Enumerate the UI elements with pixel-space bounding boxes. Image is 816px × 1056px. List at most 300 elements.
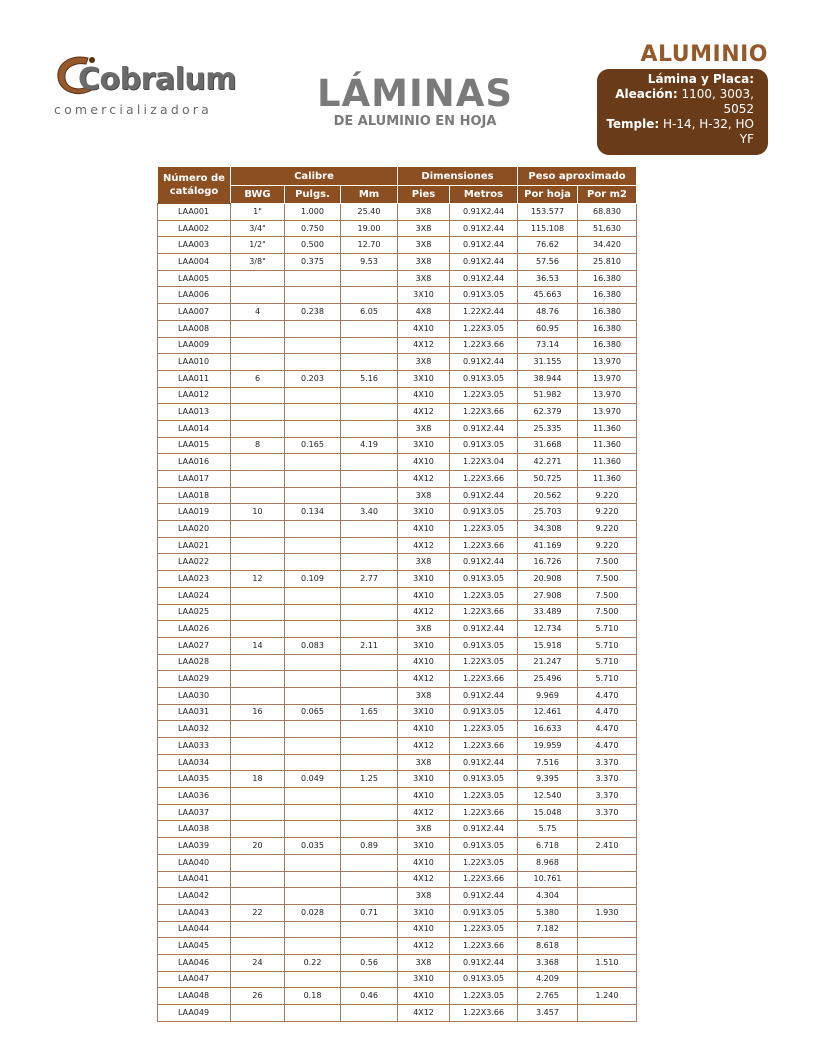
cell-pulgs: 0.134 (285, 504, 341, 521)
cell-pies: 4X10 (398, 854, 450, 871)
cell-pulgs: 0.500 (285, 237, 341, 254)
cell-pies: 3X8 (398, 354, 450, 371)
cell-catalog: LAA034 (158, 754, 231, 771)
cell-metros: 0.91X2.44 (450, 821, 518, 838)
cell-por-m2: 4.470 (578, 721, 637, 738)
table-row (158, 287, 637, 304)
header-mm: Mm (341, 186, 398, 204)
cell-catalog: LAA011 (158, 370, 231, 387)
cell-mm (341, 521, 398, 538)
cell-catalog: LAA008 (158, 320, 231, 337)
cell-bwg (231, 738, 285, 755)
header-pulgs: Pulgs. (285, 186, 341, 204)
cell-por-hoja: 2.765 (518, 988, 578, 1005)
cell-pulgs: 0.165 (285, 437, 341, 454)
table-row (158, 621, 637, 638)
cell-bwg (231, 854, 285, 871)
cell-catalog: LAA043 (158, 904, 231, 921)
cell-pulgs (285, 287, 341, 304)
cell-pies: 3X10 (398, 287, 450, 304)
logo-subtitle: comercializadora (54, 102, 213, 117)
table-row (158, 637, 637, 654)
cell-bwg (231, 521, 285, 538)
cell-mm (341, 621, 398, 638)
table-row (158, 854, 637, 871)
cell-metros: 0.91X2.44 (450, 420, 518, 437)
cell-bwg: 16 (231, 704, 285, 721)
cell-bwg: 3/4" (231, 220, 285, 237)
cell-pulgs: 0.238 (285, 304, 341, 321)
cell-mm: 1.65 (341, 704, 398, 721)
table-row (158, 487, 637, 504)
cell-mm (341, 554, 398, 571)
table-row (158, 1005, 637, 1022)
cell-mm (341, 320, 398, 337)
page-subtitle: DE ALUMINIO EN HOJA (333, 114, 497, 129)
cell-mm (341, 788, 398, 805)
cell-por-hoja: 31.668 (518, 437, 578, 454)
cell-mm (341, 471, 398, 488)
cell-metros: 0.91X3.05 (450, 904, 518, 921)
cell-pulgs (285, 420, 341, 437)
cell-pies: 3X8 (398, 754, 450, 771)
cell-bwg (231, 921, 285, 938)
table-row (158, 270, 637, 287)
table-row (158, 420, 637, 437)
cell-pies: 4X10 (398, 988, 450, 1005)
table-row (158, 370, 637, 387)
cell-pulgs (285, 320, 341, 337)
table-row (158, 738, 637, 755)
table-row (158, 904, 637, 921)
cell-metros: 0.91X3.05 (450, 437, 518, 454)
cell-mm: 19.00 (341, 220, 398, 237)
cell-pies: 3X10 (398, 571, 450, 588)
cell-pulgs (285, 337, 341, 354)
cell-pulgs (285, 721, 341, 738)
cell-bwg (231, 721, 285, 738)
cell-bwg (231, 871, 285, 888)
cell-pies: 4X12 (398, 1005, 450, 1022)
cell-metros: 0.91X2.44 (450, 237, 518, 254)
cell-catalog: LAA005 (158, 270, 231, 287)
cell-bwg: 8 (231, 437, 285, 454)
cell-por-m2: 2.410 (578, 838, 637, 855)
cell-bwg (231, 938, 285, 955)
cell-catalog: LAA023 (158, 571, 231, 588)
logo-wordmark: Cobralum (78, 62, 237, 97)
cell-por-m2: 7.500 (578, 587, 637, 604)
cell-por-m2 (578, 854, 637, 871)
cell-metros: 0.91X3.05 (450, 771, 518, 788)
cell-por-hoja: 60.95 (518, 320, 578, 337)
cell-mm (341, 721, 398, 738)
cell-bwg: 6 (231, 370, 285, 387)
cell-por-hoja: 5.380 (518, 904, 578, 921)
table-row (158, 571, 637, 588)
cell-bwg (231, 404, 285, 421)
cell-por-hoja: 38.944 (518, 370, 578, 387)
cell-metros: 1.22X3.04 (450, 454, 518, 471)
cell-por-hoja: 7.516 (518, 754, 578, 771)
cell-pies: 4X12 (398, 671, 450, 688)
cell-bwg (231, 554, 285, 571)
cell-mm: 12.70 (341, 237, 398, 254)
cell-por-hoja: 31.155 (518, 354, 578, 371)
header-pies: Pies (398, 186, 450, 204)
cell-catalog: LAA021 (158, 537, 231, 554)
cell-catalog: LAA020 (158, 521, 231, 538)
table-row (158, 938, 637, 955)
cell-por-hoja: 8.968 (518, 854, 578, 871)
cell-por-m2: 16.380 (578, 287, 637, 304)
cell-bwg (231, 821, 285, 838)
cell-por-hoja: 115.108 (518, 220, 578, 237)
cell-metros: 1.22X3.05 (450, 988, 518, 1005)
cell-bwg (231, 687, 285, 704)
cell-por-hoja: 25.335 (518, 420, 578, 437)
cell-catalog: LAA040 (158, 854, 231, 871)
cell-por-hoja: 9.395 (518, 771, 578, 788)
cell-por-hoja: 57.56 (518, 254, 578, 271)
cell-pies: 4X10 (398, 921, 450, 938)
cell-por-m2: 1.240 (578, 988, 637, 1005)
table-row (158, 471, 637, 488)
cell-bwg: 4 (231, 304, 285, 321)
table-row (158, 204, 637, 221)
cell-por-hoja: 42.271 (518, 454, 578, 471)
cell-bwg (231, 320, 285, 337)
cell-pulgs (285, 1005, 341, 1022)
cell-mm (341, 270, 398, 287)
table-row (158, 404, 637, 421)
cell-bwg (231, 604, 285, 621)
table-row (158, 754, 637, 771)
cell-mm: 1.25 (341, 771, 398, 788)
cell-bwg: 14 (231, 637, 285, 654)
cell-pies: 4X10 (398, 654, 450, 671)
cell-metros: 0.91X2.44 (450, 687, 518, 704)
cell-por-m2: 9.220 (578, 504, 637, 521)
cell-por-m2: 16.380 (578, 270, 637, 287)
cell-metros: 0.91X2.44 (450, 954, 518, 971)
cell-pies: 3X8 (398, 888, 450, 905)
cell-catalog: LAA047 (158, 971, 231, 988)
header-calibre: Calibre (231, 167, 398, 186)
table-row (158, 354, 637, 371)
cell-mm (341, 888, 398, 905)
cell-metros: 1.22X3.66 (450, 404, 518, 421)
cell-por-hoja: 10.761 (518, 871, 578, 888)
cell-pulgs: 0.049 (285, 771, 341, 788)
cell-bwg: 1" (231, 204, 285, 221)
table-row (158, 454, 637, 471)
cell-catalog: LAA015 (158, 437, 231, 454)
cell-por-m2: 1.510 (578, 954, 637, 971)
cell-pulgs (285, 938, 341, 955)
cell-mm (341, 971, 398, 988)
table-row (158, 337, 637, 354)
cell-catalog: LAA041 (158, 871, 231, 888)
cell-metros: 1.22X3.66 (450, 337, 518, 354)
cell-pulgs (285, 471, 341, 488)
cell-por-hoja: 45.663 (518, 287, 578, 304)
cell-por-hoja: 36.53 (518, 270, 578, 287)
cell-mm: 5.16 (341, 370, 398, 387)
cell-bwg (231, 387, 285, 404)
cell-pies: 4X12 (398, 471, 450, 488)
cell-catalog: LAA042 (158, 888, 231, 905)
table-body (158, 204, 637, 1022)
cell-metros: 1.22X3.66 (450, 938, 518, 955)
cell-mm: 6.05 (341, 304, 398, 321)
cell-mm (341, 871, 398, 888)
cell-bwg (231, 804, 285, 821)
cell-catalog: LAA025 (158, 604, 231, 621)
cell-catalog: LAA033 (158, 738, 231, 755)
cell-mm (341, 404, 398, 421)
cell-por-m2 (578, 971, 637, 988)
cell-bwg: 24 (231, 954, 285, 971)
cell-pulgs (285, 804, 341, 821)
cell-por-hoja: 8.618 (518, 938, 578, 955)
cell-catalog: LAA024 (158, 587, 231, 604)
cell-por-hoja: 51.982 (518, 387, 578, 404)
cell-pulgs (285, 521, 341, 538)
cell-mm: 0.89 (341, 838, 398, 855)
cell-por-hoja: 12.461 (518, 704, 578, 721)
cell-bwg (231, 337, 285, 354)
cell-catalog: LAA028 (158, 654, 231, 671)
cell-catalog: LAA016 (158, 454, 231, 471)
header-por-m2: Por m2 (578, 186, 637, 204)
cell-catalog: LAA048 (158, 988, 231, 1005)
cell-por-hoja: 15.048 (518, 804, 578, 821)
cell-por-m2: 9.220 (578, 537, 637, 554)
cell-pulgs (285, 888, 341, 905)
cell-pulgs: 0.203 (285, 370, 341, 387)
cell-por-hoja: 48.76 (518, 304, 578, 321)
cell-mm: 2.11 (341, 637, 398, 654)
cell-catalog: LAA049 (158, 1005, 231, 1022)
cell-metros: 1.22X3.66 (450, 738, 518, 755)
cell-por-hoja: 19.959 (518, 738, 578, 755)
cell-pies: 4X12 (398, 337, 450, 354)
temper-label: Temple: (606, 117, 660, 131)
cell-mm: 0.56 (341, 954, 398, 971)
cell-por-m2: 25.810 (578, 254, 637, 271)
cell-por-m2: 9.220 (578, 487, 637, 504)
cell-pies: 3X8 (398, 821, 450, 838)
table-row (158, 387, 637, 404)
cell-catalog: LAA045 (158, 938, 231, 955)
cell-mm (341, 454, 398, 471)
page-title: LÁMINAS (316, 72, 514, 115)
cell-metros: 0.91X3.05 (450, 571, 518, 588)
cell-por-m2: 3.370 (578, 754, 637, 771)
cell-por-hoja: 20.908 (518, 571, 578, 588)
cell-mm: 2.77 (341, 571, 398, 588)
table-row (158, 871, 637, 888)
cell-por-m2: 11.360 (578, 471, 637, 488)
cell-por-m2: 16.380 (578, 320, 637, 337)
cell-metros: 0.91X3.05 (450, 504, 518, 521)
cell-pulgs (285, 854, 341, 871)
cell-pies: 4X10 (398, 788, 450, 805)
cell-pies: 4X10 (398, 521, 450, 538)
cell-por-m2: 13.970 (578, 354, 637, 371)
cell-pies: 3X8 (398, 270, 450, 287)
cell-bwg (231, 654, 285, 671)
table-row (158, 671, 637, 688)
header-bwg: BWG (231, 186, 285, 204)
cell-metros: 1.22X3.05 (450, 521, 518, 538)
cell-por-m2 (578, 921, 637, 938)
cell-por-m2: 7.500 (578, 554, 637, 571)
cell-catalog: LAA046 (158, 954, 231, 971)
cell-pulgs: 0.18 (285, 988, 341, 1005)
cell-por-m2: 16.380 (578, 304, 637, 321)
cell-por-hoja: 41.169 (518, 537, 578, 554)
cell-mm (341, 587, 398, 604)
cell-por-hoja: 33.489 (518, 604, 578, 621)
cell-bwg: 3/8" (231, 254, 285, 271)
cell-bwg (231, 888, 285, 905)
cell-por-m2: 5.710 (578, 621, 637, 638)
cell-metros: 1.22X3.66 (450, 671, 518, 688)
cell-catalog: LAA036 (158, 788, 231, 805)
cell-por-hoja: 12.734 (518, 621, 578, 638)
cell-bwg: 26 (231, 988, 285, 1005)
cell-pies: 3X8 (398, 237, 450, 254)
cell-mm: 25.40 (341, 204, 398, 221)
cell-pies: 4X10 (398, 320, 450, 337)
cell-por-m2: 5.710 (578, 671, 637, 688)
cell-mm (341, 671, 398, 688)
cell-mm (341, 804, 398, 821)
cell-pies: 3X8 (398, 621, 450, 638)
cell-por-hoja: 153.577 (518, 204, 578, 221)
cell-metros: 0.91X2.44 (450, 204, 518, 221)
cell-pies: 3X10 (398, 637, 450, 654)
cell-metros: 1.22X3.05 (450, 654, 518, 671)
cell-catalog: LAA006 (158, 287, 231, 304)
cell-por-hoja: 12.540 (518, 788, 578, 805)
cell-pies: 3X10 (398, 704, 450, 721)
cell-metros: 1.22X3.05 (450, 854, 518, 871)
cell-pies: 3X8 (398, 687, 450, 704)
cell-catalog: LAA032 (158, 721, 231, 738)
cell-bwg: 22 (231, 904, 285, 921)
cell-pies: 3X10 (398, 370, 450, 387)
table-row (158, 704, 637, 721)
cell-pies: 4X12 (398, 404, 450, 421)
cell-pies: 3X10 (398, 904, 450, 921)
cell-catalog: LAA030 (158, 687, 231, 704)
cell-pulgs: 1.000 (285, 204, 341, 221)
cell-pies: 4X12 (398, 871, 450, 888)
cell-pulgs (285, 871, 341, 888)
cell-por-m2: 4.470 (578, 687, 637, 704)
cell-pies: 3X10 (398, 437, 450, 454)
cell-metros: 0.91X2.44 (450, 487, 518, 504)
cell-metros: 0.91X3.05 (450, 370, 518, 387)
page-title-block (300, 74, 530, 129)
cell-mm: 0.46 (341, 988, 398, 1005)
cell-catalog: LAA002 (158, 220, 231, 237)
cell-bwg (231, 587, 285, 604)
cell-pies: 4X12 (398, 804, 450, 821)
cell-pulgs (285, 404, 341, 421)
cell-pulgs: 0.028 (285, 904, 341, 921)
cell-por-hoja: 3.368 (518, 954, 578, 971)
cell-metros: 1.22X3.05 (450, 788, 518, 805)
cell-por-m2 (578, 1005, 637, 1022)
table-row (158, 654, 637, 671)
cell-metros: 0.91X3.05 (450, 704, 518, 721)
cell-catalog: LAA012 (158, 387, 231, 404)
cell-pulgs (285, 687, 341, 704)
cell-pulgs (285, 537, 341, 554)
cell-mm (341, 738, 398, 755)
header-catalog-number: Número de catálogo (158, 167, 231, 204)
table-row (158, 320, 637, 337)
cell-por-hoja: 4.304 (518, 888, 578, 905)
cell-bwg: 18 (231, 771, 285, 788)
cell-catalog: LAA010 (158, 354, 231, 371)
cell-por-m2 (578, 871, 637, 888)
cell-catalog: LAA044 (158, 921, 231, 938)
cell-pies: 3X10 (398, 504, 450, 521)
cell-mm (341, 354, 398, 371)
cell-metros: 1.22X3.66 (450, 604, 518, 621)
cell-por-m2: 7.500 (578, 571, 637, 588)
table-row (158, 921, 637, 938)
cell-metros: 1.22X3.05 (450, 921, 518, 938)
cell-pulgs: 0.109 (285, 571, 341, 588)
cell-por-m2: 13.970 (578, 404, 637, 421)
cell-pulgs: 0.750 (285, 220, 341, 237)
header-por-hoja: Por hoja (518, 186, 578, 204)
cell-bwg (231, 754, 285, 771)
cell-por-hoja: 3.457 (518, 1005, 578, 1022)
cell-bwg (231, 971, 285, 988)
cell-bwg (231, 287, 285, 304)
cell-por-m2: 3.370 (578, 788, 637, 805)
cell-por-m2 (578, 888, 637, 905)
cell-por-hoja: 7.182 (518, 921, 578, 938)
cell-catalog: LAA027 (158, 637, 231, 654)
table-row (158, 254, 637, 271)
cell-catalog: LAA039 (158, 838, 231, 855)
cell-por-hoja: 9.969 (518, 687, 578, 704)
cell-por-hoja: 6.718 (518, 838, 578, 855)
cell-mm: 4.19 (341, 437, 398, 454)
cell-por-m2: 68.830 (578, 204, 637, 221)
cell-pulgs (285, 788, 341, 805)
table-row (158, 521, 637, 538)
cell-bwg (231, 621, 285, 638)
header-dimensiones: Dimensiones (398, 167, 518, 186)
cell-pulgs (285, 354, 341, 371)
cell-mm (341, 420, 398, 437)
cell-por-hoja: 34.308 (518, 521, 578, 538)
cell-por-m2: 1.930 (578, 904, 637, 921)
cell-pulgs (285, 604, 341, 621)
cell-pulgs (285, 621, 341, 638)
cell-pies: 4X12 (398, 738, 450, 755)
cell-pies: 3X8 (398, 254, 450, 271)
